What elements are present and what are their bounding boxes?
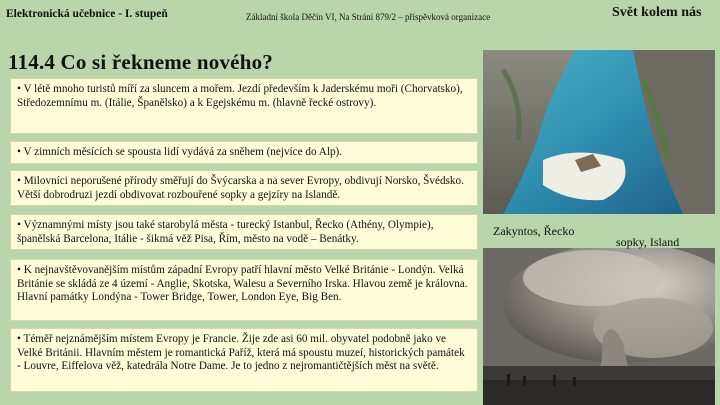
bullet-france: • Téměř nejznámějším místem Evropy je Francie. Žije zde asi 60 mil. obyvatel podobně jako ve Velké Británii. Hlavním městem je romantická Paříž, která má spoustu muzeí, historických památek - Louvre, Eiffelova věž, katedrála Notre Dame. Je to jedno z nejromantičtějších měst na světě. xyxy=(10,328,478,392)
header-school-name: Základní škola Děčín VI, Na Stráni 879/2 – příspěvková organizace xyxy=(246,12,491,22)
zakynthos-photo xyxy=(483,50,715,214)
header-subject: Svět kolem nás xyxy=(612,5,702,20)
header-textbook-label: Elektronická učebnice - I. stupeň xyxy=(6,8,168,20)
volcano-caption: sopky, Island xyxy=(616,235,680,249)
volcano-photo xyxy=(483,248,715,405)
page-title: 114.4 Co si řekneme nového? xyxy=(8,50,273,74)
bullet-nature: • Milovníci neporušené přírody směřují do Švýcarska a na sever Evropy, obdivují Norsko, Švédsko. Větší dobrodruzi jezdí obdivovat rozbouřené sopky a gejzíry na Islandě. xyxy=(10,170,478,206)
bullet-winter: • V zimních měsících se spousta lidí vydává za sněhem (nejvíce do Alp). xyxy=(10,141,478,164)
bullet-cities: • Významnými místy jsou také starobylá města - turecký Istanbul, Řecko (Athény, Olympie), španělská Barcelona, Itálie - šikmá věž Pisa, Řím, město na vodě – Benátky. xyxy=(10,214,478,250)
bullet-summer: • V létě mnoho turistů míří za sluncem a mořem. Jezdí především k Jaderskému moři (Chorvatsko), Středozemnímu m. (Itálie, Španělsko) a k Egejskému m. (hlavně řecké ostrovy). xyxy=(10,78,478,134)
zakynthos-caption: Zakyntos, Řecko xyxy=(493,224,575,238)
bullet-britain: • K nejnavštěvovanějším místům západní Evropy patří hlavní město Velké Británie - Londýn. Velká Británie se skládá ze 4 území - Anglie, Skotska, Walesu a Severního Irska. Hlavou země je královna. Hlavní památky Londýna - Tower Bridge, Tower, London Eye, Big Ben. xyxy=(10,259,478,321)
